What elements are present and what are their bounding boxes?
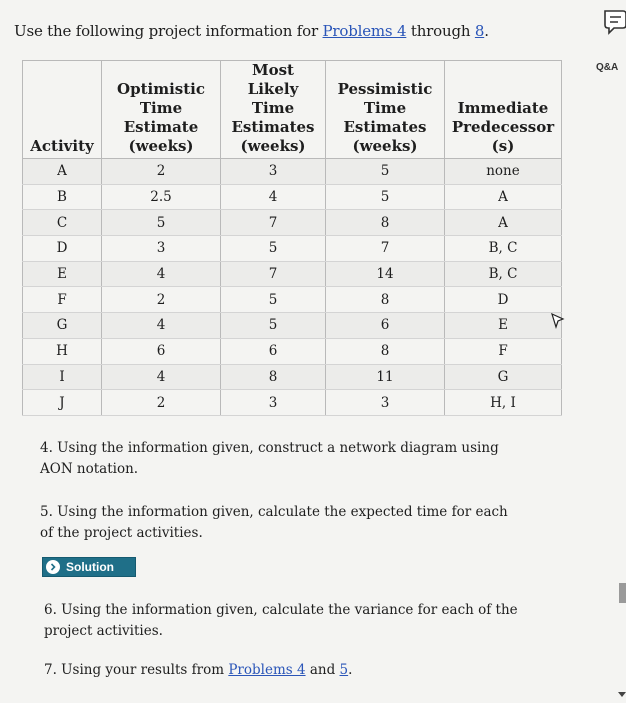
header-line: Immediate — [457, 99, 549, 117]
cell-activity: B — [23, 184, 102, 210]
header-line: Activity — [30, 137, 94, 155]
cell-predecessor: H, I — [445, 390, 562, 416]
table-row — [23, 338, 562, 364]
chevron-right-icon — [46, 560, 60, 574]
cell-most-likely: 7 — [221, 210, 326, 236]
cell-pessimistic: 8 — [326, 210, 445, 236]
cell-pessimistic: 8 — [326, 338, 445, 364]
question-6: 6. Using the information given, calculate the variance for each of the project activities. — [44, 602, 518, 639]
cell-most-likely: 7 — [221, 261, 326, 287]
table-row — [23, 364, 562, 390]
problems-4-link[interactable]: Problems 4 — [322, 22, 407, 40]
header-line: Predecessor — [451, 118, 555, 136]
cell-predecessor: A — [445, 210, 562, 236]
question-4: 4. Using the information given, construct a network diagram using AON notation. — [40, 440, 499, 477]
header-line: (s) — [491, 137, 515, 155]
mouse-cursor-icon — [551, 313, 565, 329]
q7-problem-5-link[interactable]: 5 — [339, 662, 349, 678]
header-most-likely — [221, 61, 326, 159]
q7-problems-4-link[interactable]: Problems 4 — [228, 662, 306, 678]
table-row — [23, 287, 562, 313]
cell-activity: F — [23, 287, 102, 313]
chat-bubble-icon[interactable] — [602, 8, 626, 38]
cell-predecessor: E — [445, 313, 562, 339]
header-line: Most — [252, 61, 294, 79]
cell-optimistic: 2.5 — [102, 184, 221, 210]
cell-activity: I — [23, 364, 102, 390]
header-line: Optimistic — [117, 80, 205, 98]
solution-label: Solution — [66, 560, 114, 574]
header-line: (weeks) — [240, 137, 306, 155]
header-line: Time — [251, 99, 295, 117]
cell-activity: H — [23, 338, 102, 364]
table-header-row — [23, 61, 562, 159]
cell-optimistic: 2 — [102, 159, 221, 185]
table-row — [23, 313, 562, 339]
scrollbar-thumb[interactable] — [619, 583, 626, 603]
header-line: Estimates — [343, 118, 427, 136]
cell-most-likely: 8 — [221, 364, 326, 390]
cell-optimistic: 3 — [102, 236, 221, 262]
header-line: Estimate — [123, 118, 199, 136]
cell-predecessor: none — [445, 159, 562, 185]
cell-activity: A — [23, 159, 102, 185]
intro-text: Use the following project information for Problems 4 through 8. — [14, 22, 489, 40]
cell-pessimistic: 3 — [326, 390, 445, 416]
header-optimistic — [102, 61, 221, 159]
cell-activity: D — [23, 236, 102, 262]
cell-pessimistic: 14 — [326, 261, 445, 287]
header-line: (weeks) — [128, 137, 194, 155]
cell-activity: C — [23, 210, 102, 236]
table-row — [23, 210, 562, 236]
project-info-table — [22, 60, 562, 416]
cell-predecessor: A — [445, 184, 562, 210]
cell-predecessor: B, C — [445, 261, 562, 287]
header-line: (weeks) — [352, 137, 418, 155]
cell-optimistic: 2 — [102, 390, 221, 416]
cell-pessimistic: 8 — [326, 287, 445, 313]
cell-predecessor: B, C — [445, 236, 562, 262]
cell-pessimistic: 6 — [326, 313, 445, 339]
table-row — [23, 261, 562, 287]
table-row — [23, 159, 562, 185]
header-line: Estimates — [231, 118, 315, 136]
cell-activity: J — [23, 390, 102, 416]
header-pessimistic — [326, 61, 445, 159]
cell-optimistic: 4 — [102, 313, 221, 339]
cell-pessimistic: 7 — [326, 236, 445, 262]
question-5: 5. Using the information given, calculate the expected time for each of the project activities. — [40, 504, 508, 541]
header-line: Time — [139, 99, 183, 117]
cell-most-likely: 6 — [221, 338, 326, 364]
question-7: 7. Using your results from Problems 4 and 5. — [44, 662, 353, 678]
cell-activity: G — [23, 313, 102, 339]
cell-most-likely: 5 — [221, 313, 326, 339]
cell-predecessor: F — [445, 338, 562, 364]
header-line: Likely — [247, 80, 299, 98]
cell-optimistic: 2 — [102, 287, 221, 313]
cell-pessimistic: 5 — [326, 184, 445, 210]
solution-button[interactable] — [42, 557, 136, 577]
cell-pessimistic: 11 — [326, 364, 445, 390]
cell-optimistic: 4 — [102, 364, 221, 390]
header-line: Time — [363, 99, 407, 117]
cell-most-likely: 5 — [221, 287, 326, 313]
header-activity — [23, 61, 102, 159]
cell-most-likely: 4 — [221, 184, 326, 210]
cell-pessimistic: 5 — [326, 159, 445, 185]
table-row — [23, 236, 562, 262]
scroll-down-arrow-icon[interactable] — [617, 684, 626, 694]
table-row — [23, 184, 562, 210]
cell-optimistic: 4 — [102, 261, 221, 287]
table-row — [23, 390, 562, 416]
cell-optimistic: 5 — [102, 210, 221, 236]
cell-predecessor: D — [445, 287, 562, 313]
cell-optimistic: 6 — [102, 338, 221, 364]
qa-label[interactable]: Q&A — [596, 62, 619, 73]
problem-8-link[interactable]: 8 — [474, 22, 485, 40]
cell-activity: E — [23, 261, 102, 287]
header-line: Pessimistic — [337, 80, 433, 98]
header-predecessor — [445, 61, 562, 159]
cell-predecessor: G — [445, 364, 562, 390]
cell-most-likely: 3 — [221, 159, 326, 185]
cell-most-likely: 5 — [221, 236, 326, 262]
cell-most-likely: 3 — [221, 390, 326, 416]
